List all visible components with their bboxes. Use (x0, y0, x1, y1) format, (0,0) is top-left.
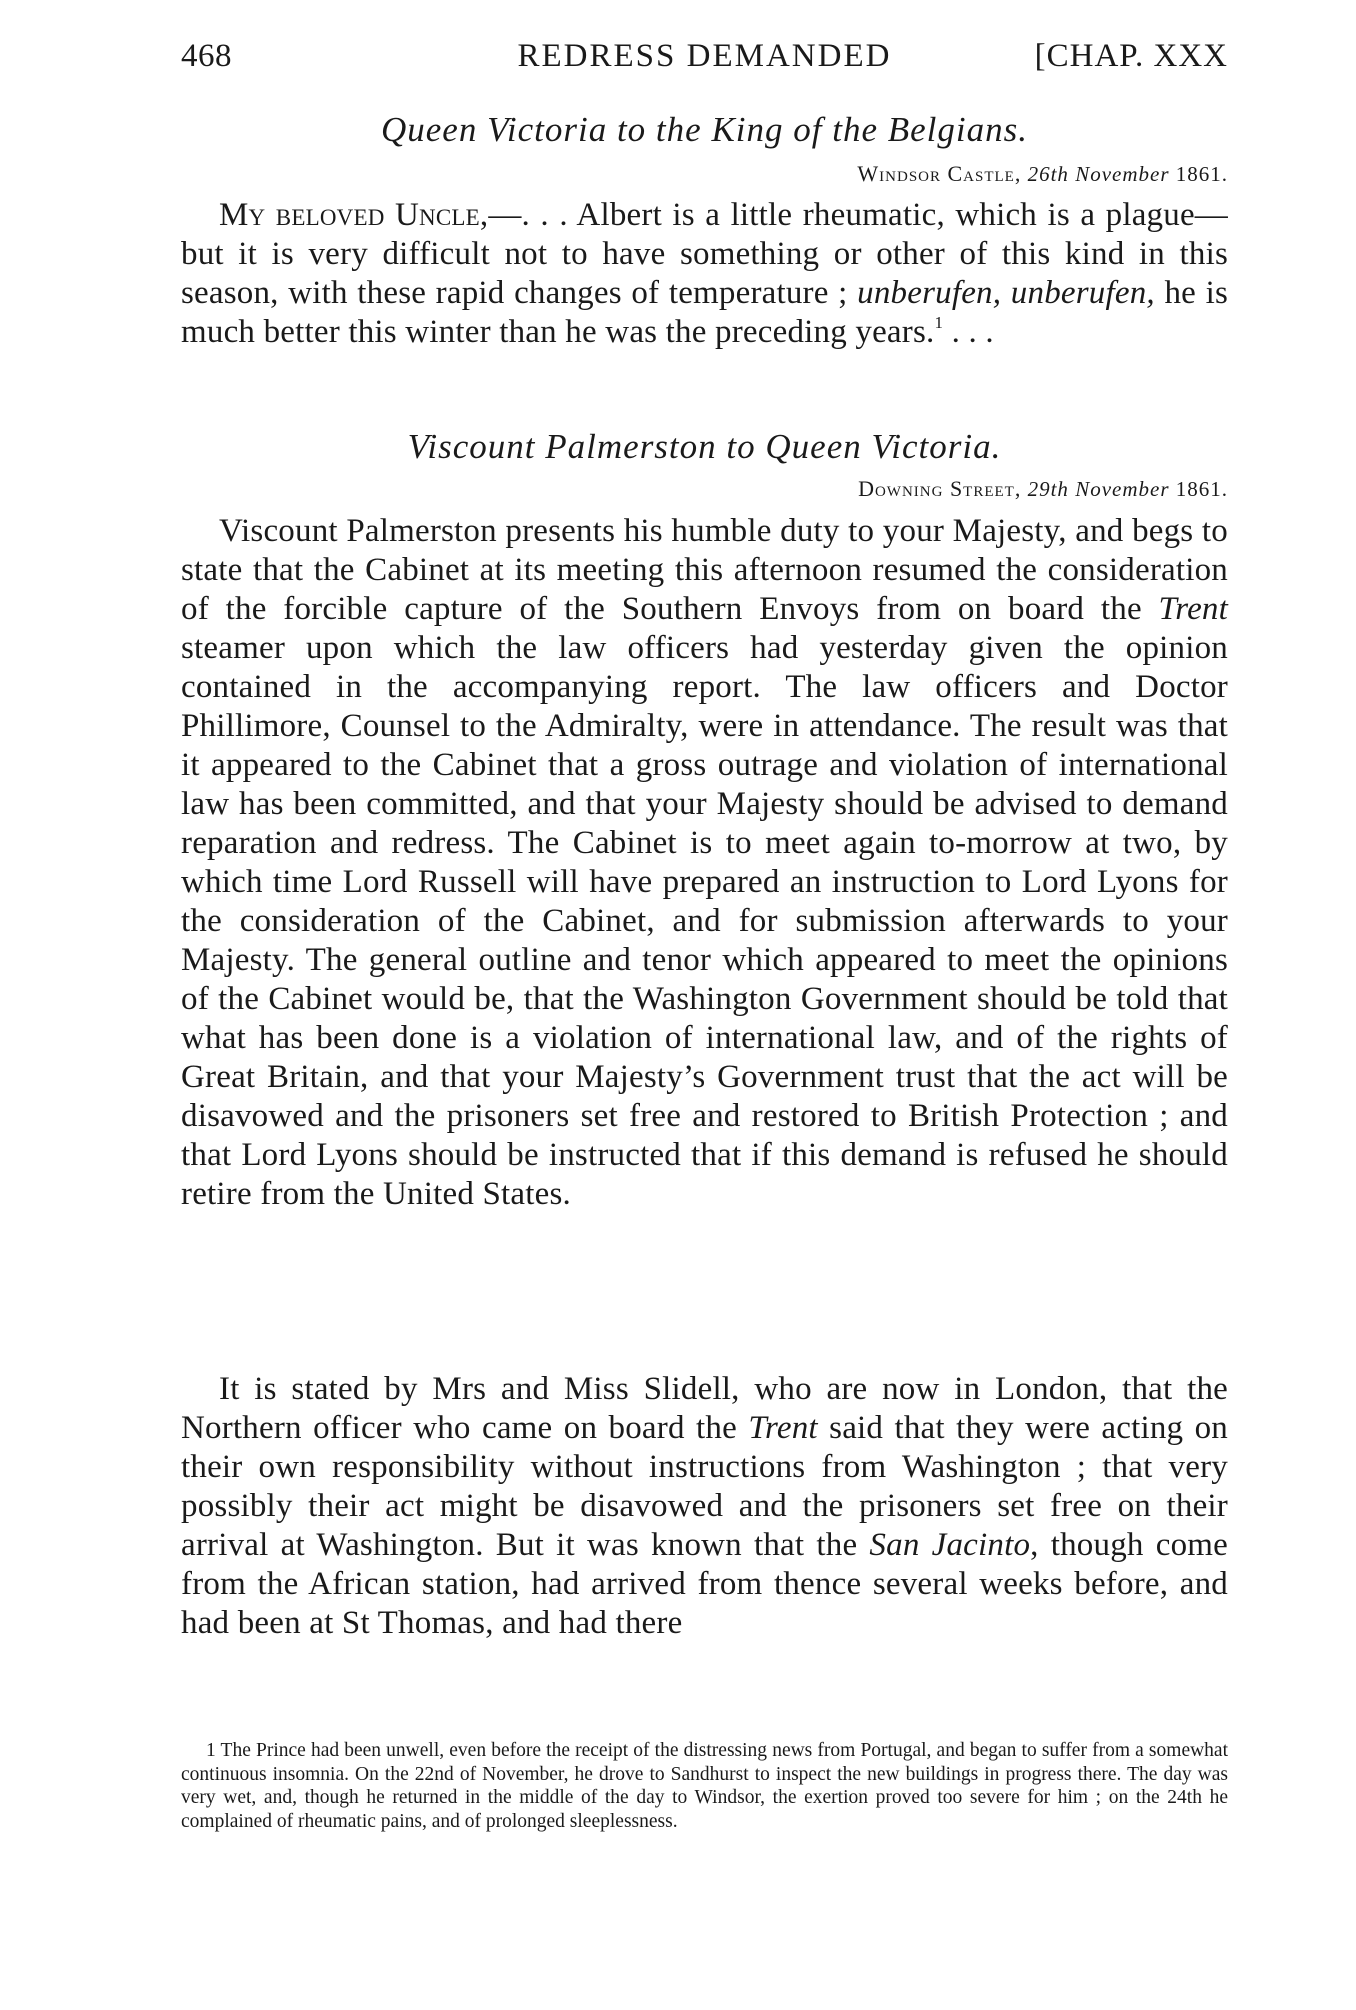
paragraph-text: Viscount Palmerston presents his humble duty to your Majesty, and begs to state that the Cabinet at its meeting this afternoon resumed the consideration of the forcible capture of the Southern Envoys from on board the (181, 513, 1228, 627)
dateline-place: Windsor Castle, (857, 161, 1022, 186)
dateline-month: November (1075, 477, 1170, 501)
paragraph-text: It is stated by Mrs and Miss Slidell, who are now in London, that the Northern officer who came on board the (181, 1371, 1228, 1446)
paragraph-text: said that they were acting on their own responsibility without instructions from Washington ; that very possibly their act might be disavowed and the prisoners set free on their arrival at Washington. But it was known that the (181, 1410, 1229, 1563)
salutation: My beloved Uncle, (219, 197, 489, 233)
chapter-label: [CHAP. XXX (1034, 38, 1228, 74)
footnote: 1 The Prince had been unwell, even before the receipt of the distressing news from Portugal, and began to suffer from a somewhat continuous insomnia. On the 22nd of November, he drove to Sandhurst to inspect the new buildings in progress there. The day was very wet, and, though he returned in the middle of the day to Windsor, the exertion proved too severe for him ; on the 24th he complained of rheumatic pains, and of prolonged sleeplessness. (181, 1740, 1228, 1832)
dateline-year: 1861. (1175, 477, 1228, 501)
letter-title-2: Viscount Palmerston to Queen Victoria. (407, 427, 1002, 466)
ship-name: Trent (1158, 591, 1228, 627)
ship-name: Trent (748, 1410, 818, 1446)
dateline-1 (857, 161, 1228, 187)
running-title: REDRESS DEMANDED (517, 38, 892, 74)
dateline-place: Downing Street, (858, 476, 1022, 501)
letter-body-2-paragraph-2 (181, 1370, 1228, 1643)
letter-body-2-paragraph-1 (181, 512, 1228, 1214)
ellipsis: . . . (943, 314, 994, 350)
ship-name: San Jacinto (869, 1527, 1031, 1563)
paragraph-text: steamer upon which the law officers had yesterday given the opinion contained in the accompanying report. The law officers and Doctor Phillimore, Counsel to the Admiralty, were in attendance. The result was that it appeared to the Cabinet that a gross outrage and violation of international law has been committed, and that your Majesty should be advised to demand reparation and redress. The Cabinet is to meet again to-morrow at two, by which time Lord Russell will have prepared an instruction to Lord Lyons for the consideration of the Cabinet, and for submission afterwards to your Majesty. The general outline and tenor which appeared to meet the opinions of the Cabinet would be, that the Washington Government should be told that what has been done is a violation of international law, and of the rights of Great Britain, and that your Majesty’s Government trust that the act will be disavowed and the prisoners set free and restored to British Protection ; and that Lord Lyons should be instructed that if this demand is refused he should retire from the United States. (181, 630, 1228, 1212)
dateline-month: November (1075, 162, 1170, 186)
italic-phrase: unberufen, unberufen, (857, 275, 1155, 311)
paragraph-text: , though come from the African station, had arrived from thence several weeks before, and had been at St Thomas, and had there (181, 1527, 1228, 1641)
dateline-day: 26th (1027, 162, 1069, 186)
letter-body-1 (181, 196, 1228, 352)
dateline-day: 29th (1027, 477, 1069, 501)
body-text-end: he is much better this winter than he was the preceding years. (181, 275, 1228, 350)
dateline-year: 1861. (1175, 162, 1228, 186)
body-text: —. . . Albert is a little rheumatic, which is a plague—but it is very difficult not to have something or other of this kind in this season, with these rapid changes of temperature ; (181, 197, 1228, 311)
running-head (181, 38, 1228, 82)
dateline-2 (858, 476, 1228, 502)
footnote-reference: 1 (934, 313, 944, 332)
letter-title-1: Queen Victoria to the King of the Belgians. (381, 110, 1028, 149)
page-number: 468 (181, 38, 232, 74)
